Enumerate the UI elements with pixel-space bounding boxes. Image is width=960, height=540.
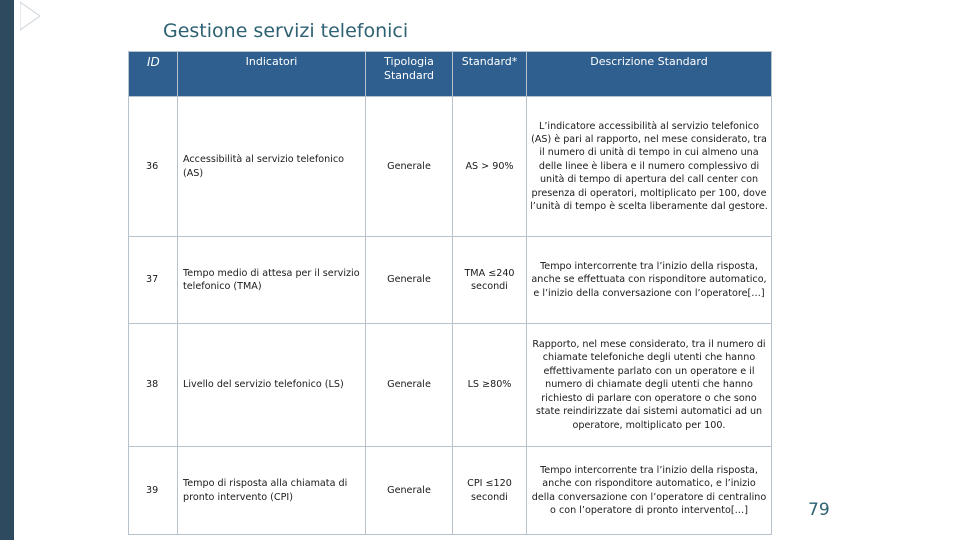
- row-indicator: Accessibilità al servizio telefonico (AS): [178, 97, 366, 237]
- table-row: [129, 447, 772, 535]
- decorative-arrow-icon: [20, 0, 64, 540]
- row-standard: LS ≥80%: [453, 324, 527, 447]
- table-row: [129, 97, 772, 237]
- row-type: Generale: [366, 237, 453, 324]
- row-indicator: Livello del servizio telefonico (LS): [178, 324, 366, 447]
- row-description: Tempo intercorrente tra l’inizio della risposta, anche se effettuata con risponditore automatico, e l’inizio della conversazione con l’operatore[…]: [527, 237, 772, 324]
- row-type: Generale: [366, 324, 453, 447]
- row-description: L’indicatore accessibilità al servizio telefonico (AS) è pari al rapporto, nel mese considerato, tra il numero di unità di tempo in cui almeno una delle linee è libera e il numero complessivo di unità di tempo di apertura del call center con presenza di operatori, moltiplicato per 100, dove l’unità di tempo è scelta liberamente dal gestore.: [527, 97, 772, 237]
- table-header-row: [129, 52, 772, 97]
- row-description: Rapporto, nel mese considerato, tra il numero di chiamate telefoniche degli utenti che hanno effettivamente parlato con un operatore e il numero di chiamate degli utenti che hanno richiesto di parlare con operatore o che sono state reindirizzate dai sistemi automatici ad un operatore, moltiplicato per 100.: [527, 324, 772, 447]
- row-indicator: Tempo di risposta alla chiamata di pronto intervento (CPI): [178, 447, 366, 535]
- row-type: Generale: [366, 447, 453, 535]
- services-table: [128, 51, 772, 535]
- header-type: Tipologia Standard: [366, 52, 453, 97]
- row-standard: TMA ≤240 secondi: [453, 237, 527, 324]
- row-standard: CPI ≤120 secondi: [453, 447, 527, 535]
- row-id: 39: [129, 447, 178, 535]
- row-standard: AS > 90%: [453, 97, 527, 237]
- header-standard: Standard*: [453, 52, 527, 97]
- row-indicator: Tempo medio di attesa per il servizio telefonico (TMA): [178, 237, 366, 324]
- row-type: Generale: [366, 97, 453, 237]
- header-description: Descrizione Standard: [527, 52, 772, 97]
- page-number: 79: [808, 500, 830, 520]
- table-row: [129, 324, 772, 447]
- header-id: ID: [129, 52, 178, 97]
- table-row: [129, 237, 772, 324]
- page-title: Gestione servizi telefonici: [163, 20, 409, 42]
- row-id: 36: [129, 97, 178, 237]
- row-id: 38: [129, 324, 178, 447]
- left-accent-bar: [0, 0, 14, 540]
- header-indicator: Indicatori: [178, 52, 366, 97]
- row-description: Tempo intercorrente tra l’inizio della risposta, anche con risponditore automatico, e l’inizio della conversazione con l’operatore di centralino o con l’operatore di pronto intervento[…]: [527, 447, 772, 535]
- row-id: 37: [129, 237, 178, 324]
